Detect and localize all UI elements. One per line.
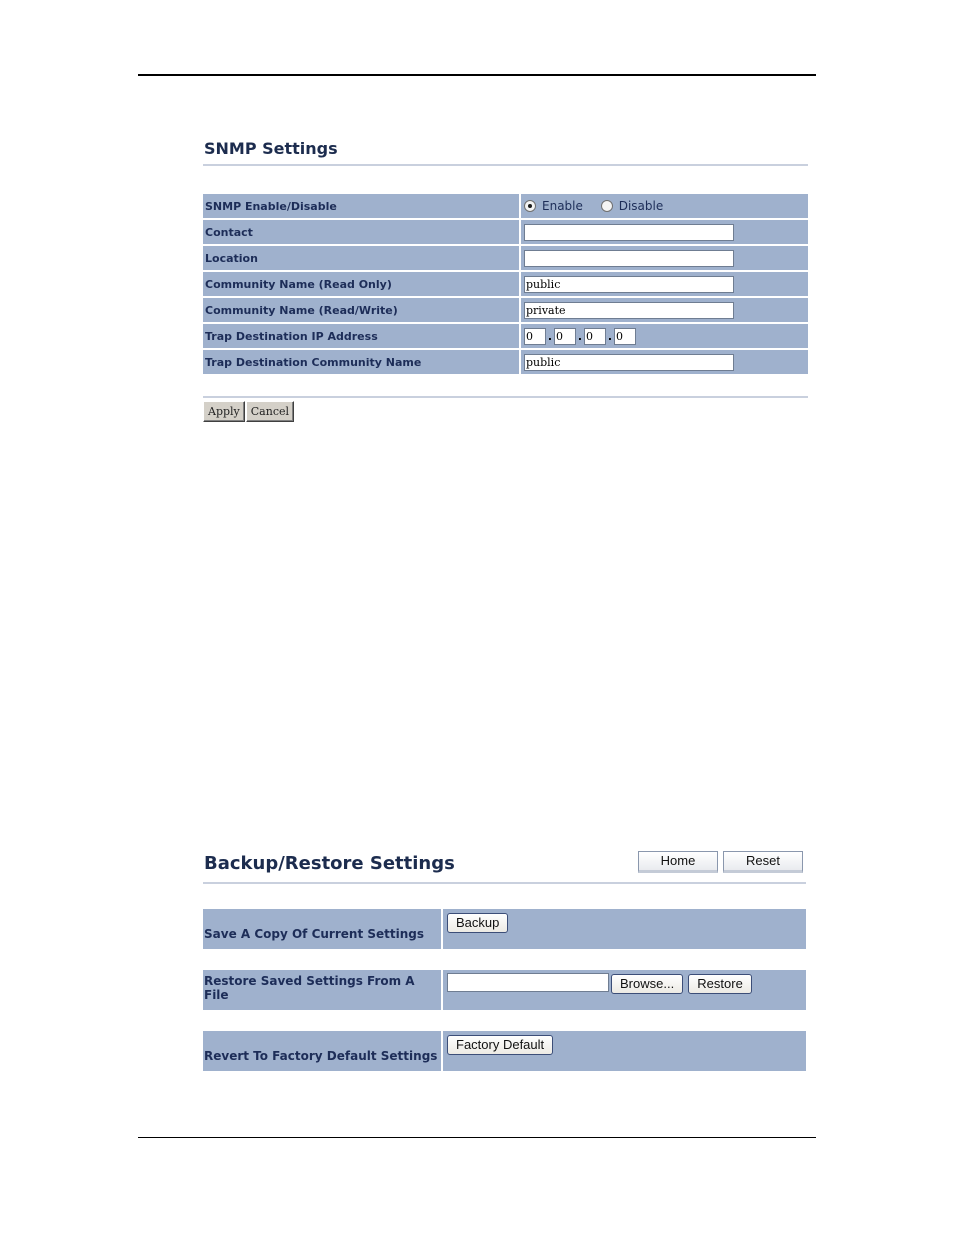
reset-button[interactable]: Reset [723,851,803,873]
snmp-settings-title: SNMP Settings [203,138,808,166]
trap-ip-octet-3[interactable] [584,328,606,345]
trap-ip-octet-2[interactable] [554,328,576,345]
page-top-rule [138,74,816,76]
snmp-settings-section [203,138,808,422]
community-read-write-label: Community Name (Read/Write) [203,297,520,323]
home-button[interactable]: Home [638,851,718,873]
snmp-disable-radio-label[interactable]: Disable [618,199,664,213]
table-row [203,297,808,323]
contact-input[interactable] [524,224,734,241]
table-row [203,194,808,219]
ip-separator: . [577,329,583,343]
table-row [203,245,808,271]
restore-settings-label: Restore Saved Settings From A File [203,970,443,1010]
table-row [203,349,808,375]
snmp-enable-radio-label[interactable]: Enable [542,199,583,213]
browse-button[interactable]: Browse... [611,974,683,994]
ip-separator: . [547,329,553,343]
save-settings-row [203,909,806,949]
divider [203,396,808,398]
restore-button[interactable]: Restore [688,974,752,994]
header-buttons [633,850,803,873]
ip-separator: . [607,329,613,343]
backup-restore-section [203,848,806,1071]
table-row [203,219,808,245]
location-label: Location [203,245,520,271]
factory-default-button[interactable]: Factory Default [447,1035,553,1055]
trap-ip-octet-1[interactable] [524,328,546,345]
apply-button[interactable]: Apply [203,401,245,422]
trap-ip-cell [520,323,808,349]
snmp-button-row [203,400,808,422]
community-read-only-input[interactable] [524,276,734,293]
restore-settings-row [203,970,806,1010]
backup-restore-title: Backup/Restore Settings [203,848,806,884]
table-row [203,323,808,349]
contact-label: Contact [203,219,520,245]
page-bottom-rule [138,1137,816,1138]
cancel-button[interactable]: Cancel [246,401,294,422]
trap-community-label: Trap Destination Community Name [203,349,520,375]
trap-ip-label: Trap Destination IP Address [203,323,520,349]
trap-ip-octet-4[interactable] [614,328,636,345]
factory-default-label: Revert To Factory Default Settings [203,1031,443,1071]
snmp-enable-cell [520,194,808,219]
factory-default-row [203,1031,806,1071]
trap-community-input[interactable] [524,354,734,371]
restore-file-input[interactable] [447,973,609,992]
community-read-write-input[interactable] [524,302,734,319]
backup-button[interactable]: Backup [447,913,508,933]
snmp-disable-radio[interactable] [601,200,613,212]
table-row [203,271,808,297]
snmp-enable-radio[interactable] [524,200,536,212]
save-settings-label: Save A Copy Of Current Settings [203,909,443,949]
snmp-settings-table [203,194,808,376]
community-read-only-label: Community Name (Read Only) [203,271,520,297]
snmp-enable-label: SNMP Enable/Disable [203,194,520,219]
location-input[interactable] [524,250,734,267]
